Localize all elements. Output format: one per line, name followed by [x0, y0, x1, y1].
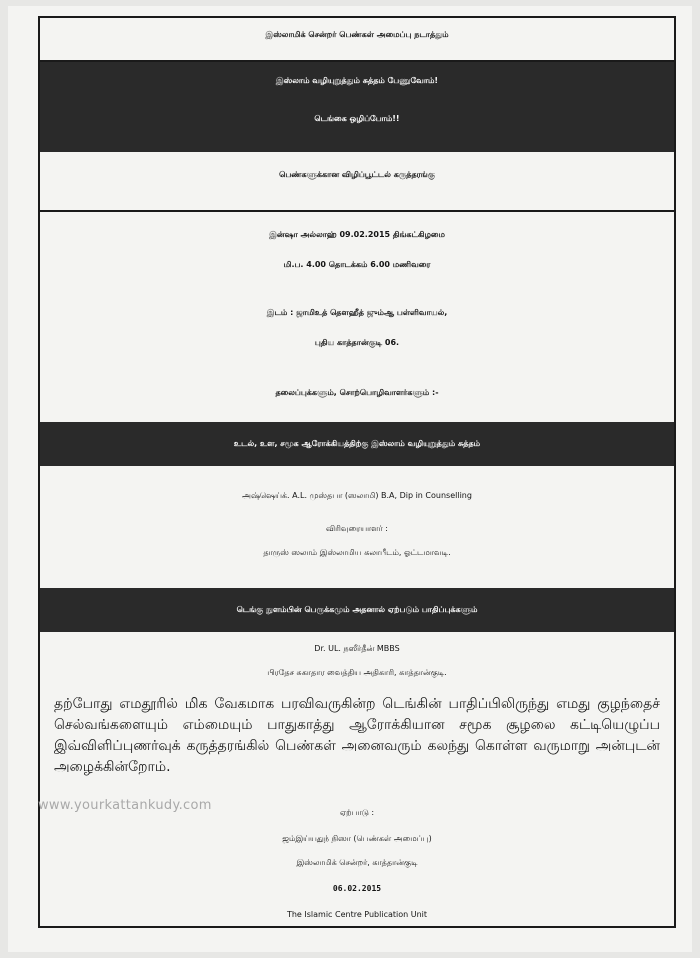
topic2-speaker: Dr. UL. நஸீர்தீன் MBBS [314, 644, 400, 653]
publisher-footer: The Islamic Centre Publication Unit [286, 910, 428, 919]
topic1-affiliation: தாருஸ் ஸலாம் இஸ்லாமிய கலாபீடம், ஓட்டமாவடி. [263, 548, 451, 557]
issue-date: 06.02.2015 [332, 884, 382, 893]
topic1-role: விரிவுரையாளர் : [326, 524, 388, 533]
topic1-band: உடல், உள, சமூக ஆரோக்கியத்திற்கு இஸ்லாம் வழியுறுத்தும் சுத்தம் [40, 422, 674, 466]
organizer-name: ஜம்இய்யதுந் நிஸா (பெண்கள் அமைப்பு) [282, 834, 432, 843]
watermark: www.yourkattankudy.com [38, 798, 212, 813]
divider [40, 210, 674, 212]
event-title: பெண்களுக்கான விழிப்பூட்டல் கருத்தரங்கு [279, 170, 435, 179]
notice-frame [38, 16, 676, 928]
organizer-header: இஸ்லாமிக் சென்றர் பெண்கள் அமைப்பு நடாத்தும் [265, 30, 449, 39]
title-band [40, 62, 674, 152]
organizer-label: ஏற்பாடு : [339, 808, 375, 817]
title-line-1: இஸ்லாம் வழியுறுத்தும் சுத்தம் பேணுவோம்! [275, 76, 439, 85]
title-line-2: டெங்கை ஒழிப்போம்!! [314, 114, 400, 123]
event-time: மி.ப. 4.00 தொடக்கம் 6.00 மணிவரை [283, 260, 431, 269]
venue-line-1: இடம் : ஜாமிஉத் தௌஹீத் ஜும்ஆ பள்ளிவாயல், [266, 308, 448, 317]
organizer-place: இஸ்லாமிக் சென்றர், காத்தான்குடி [296, 858, 418, 867]
paper-sheet [8, 6, 692, 952]
event-date: இன்ஷா அல்லாஹ் 09.02.2015 திங்கட்கிழமை [269, 230, 445, 239]
topic2-band: டெங்கு நுளம்பின் பெருக்கமும் அதனால் ஏற்படும் பாதிப்புக்களும் [40, 588, 674, 632]
venue-line-2: புதிய காத்தான்குடி 06. [314, 338, 400, 347]
topic1-speaker: அஷ்ஷெய்க். A.L. முஸ்தபா (ஸலாமி) B.A, Dip in Counselling [242, 491, 472, 500]
topics-heading: தலைப்புக்களும், சொற்பொழிவாளர்களும் :- [275, 388, 439, 397]
invitation-paragraph: தற்போது எமதூரில் மிக வேகமாக பரவிவருகின்ற டெங்கின் பாதிப்பிலிருந்து எமது குழந்தைச் செல்வங்களையும் எம்மையும் பாதுகாத்து ஆரோக்கியான சமூக சூழலை கட்டியெழுப்ப இவ்விளிப்புணர்வுக் கருத்தரங்கில் பெண்கள் அனைவரும் கலந்து கொள்ள வருமாறு அன்புடன் அழைக்கின்றோம். [54, 696, 660, 775]
topic2-role: பிரதேச சுகாதார வைத்திய அதிகாரி, காத்தான்குடி. [267, 668, 447, 677]
